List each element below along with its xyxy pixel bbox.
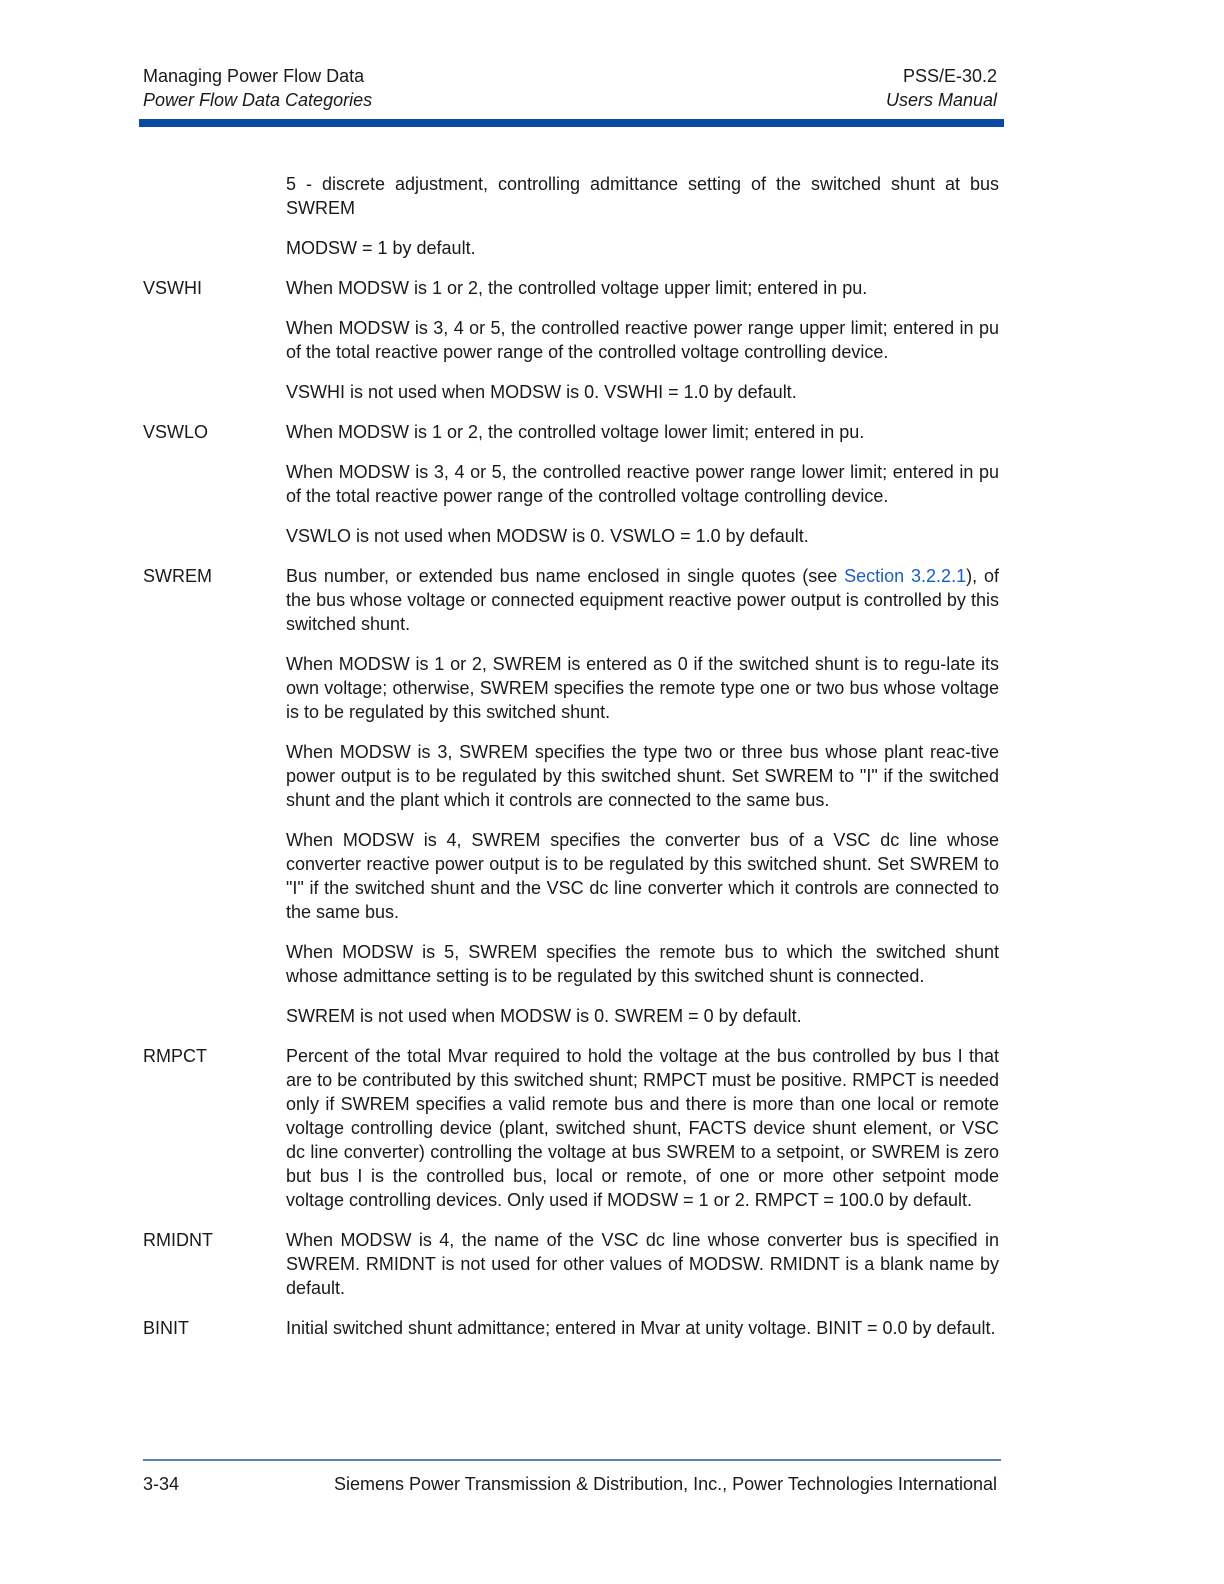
company-name: Siemens Power Transmission & Distribution, Inc., Power Technologies International [334,1474,997,1494]
paragraph: 5 - discrete adjustment, controlling admittance setting of the switched shunt at bus SWREM [286,174,999,218]
product-name: PSS/E-30.2 [902,66,997,86]
text-run: Bus number, or extended bus name enclosed in single quotes (see [286,566,845,586]
term-label: RMIDNT [143,1230,213,1250]
header-right [886,64,997,112]
paragraph: When MODSW is 3, 4 or 5, the controlled reactive power range lower limit; entered in pu of the total reactive power range of the controlled voltage controlling device. [286,462,999,506]
term-label [143,172,286,276]
term-label: VSWLO [143,422,209,442]
term-description [286,172,999,276]
paragraph: When MODSW is 1 or 2, the controlled voltage lower limit; entered in pu. [286,422,865,442]
term-description [286,1228,999,1316]
paragraph: When MODSW is 5, SWREM specifies the remote bus to which the switched shunt whose admittance setting is to be regulated by this switched shunt is connected. [286,942,999,986]
paragraph: When MODSW is 1 or 2, SWREM is entered as 0 if the switched shunt is to regu-late its own voltage; otherwise, SWREM specifies the remote type one or two bus whose voltage is to be regulated by this switched shunt. [286,654,999,722]
paragraph: Percent of the total Mvar required to hold the voltage at the bus controlled by bus I that are to be contributed by this switched shunt; RMPCT must be positive. RMPCT is needed only if SWREM specifies a valid remote bus and there is more than one local or remote voltage controlling device (plant, switched shunt, FACTS device shunt element, or VSC dc line converter) controlling the voltage at bus SWREM to a setpoint, or SWREM is zero but bus I is the controlled bus, local or remote, of one or more other setpoint mode voltage controlling devices. Only used if MODSW = 1 or 2. RMPCT = 100.0 by default. [286,1046,999,1210]
paragraph: When MODSW is 1 or 2, the controlled voltage upper limit; entered in pu. [286,278,868,298]
entry-vswhi [143,276,999,420]
term-description [286,276,999,420]
entry-vswlo [143,420,999,564]
entry-rmpct [143,1044,999,1228]
header-left [143,64,372,112]
paragraph: When MODSW is 3, 4 or 5, the controlled reactive power range upper limit; entered in pu of the total reactive power range of the controlled voltage controlling device. [286,318,999,362]
section-title: Power Flow Data Categories [143,90,373,110]
page-content [143,172,999,1356]
term-description [286,420,999,564]
page-number: 3-34 [143,1474,180,1494]
term-label: VSWHI [143,278,203,298]
paragraph: MODSW = 1 by default. [286,238,476,258]
chapter-title: Managing Power Flow Data [143,66,365,86]
term-description [286,564,999,1044]
section-link[interactable]: Section 3.2.2.1 [844,566,967,586]
paragraph: VSWHI is not used when MODSW is 0. VSWHI = 1.0 by default. [286,382,797,402]
term-label: BINIT [143,1318,190,1338]
entry-intro [143,172,999,276]
footer-rule [143,1459,1001,1461]
text-run: ), of the bus whose voltage or connected equipment reactive power output is controlled by this switched shunt. [286,566,999,634]
paragraph: When MODSW is 3, SWREM specifies the type two or three bus whose plant reac-tive power output is to be regulated by this switched shunt. Set SWREM to "I" if the switched shunt and the plant which it controls are connected to the same bus. [286,742,999,810]
entry-swrem [143,564,999,1044]
header-rule [139,119,1004,127]
term-label: RMPCT [143,1046,207,1066]
paragraph: When MODSW is 4, SWREM specifies the converter bus of a VSC dc line whose converter reactive power output is to be regulated by this switched shunt. Set SWREM to "I" if the switched shunt and the VSC dc line converter which it controls are connected to the same bus. [286,830,999,922]
manual-name: Users Manual [885,90,997,110]
paragraph [286,564,999,636]
entry-binit [143,1316,999,1356]
term-label: SWREM [143,566,212,586]
term-description [286,1316,999,1356]
paragraph: Initial switched shunt admittance; entered in Mvar at unity voltage. BINIT = 0.0 by default. [286,1318,996,1338]
paragraph: SWREM is not used when MODSW is 0. SWREM = 0 by default. [286,1006,802,1026]
paragraph: VSWLO is not used when MODSW is 0. VSWLO = 1.0 by default. [286,526,809,546]
entry-rmidnt [143,1228,999,1316]
paragraph: When MODSW is 4, the name of the VSC dc line whose converter bus is specified in SWREM. RMIDNT is not used for other values of MODSW. RMIDNT is a blank name by default. [286,1230,999,1298]
term-description [286,1044,999,1228]
